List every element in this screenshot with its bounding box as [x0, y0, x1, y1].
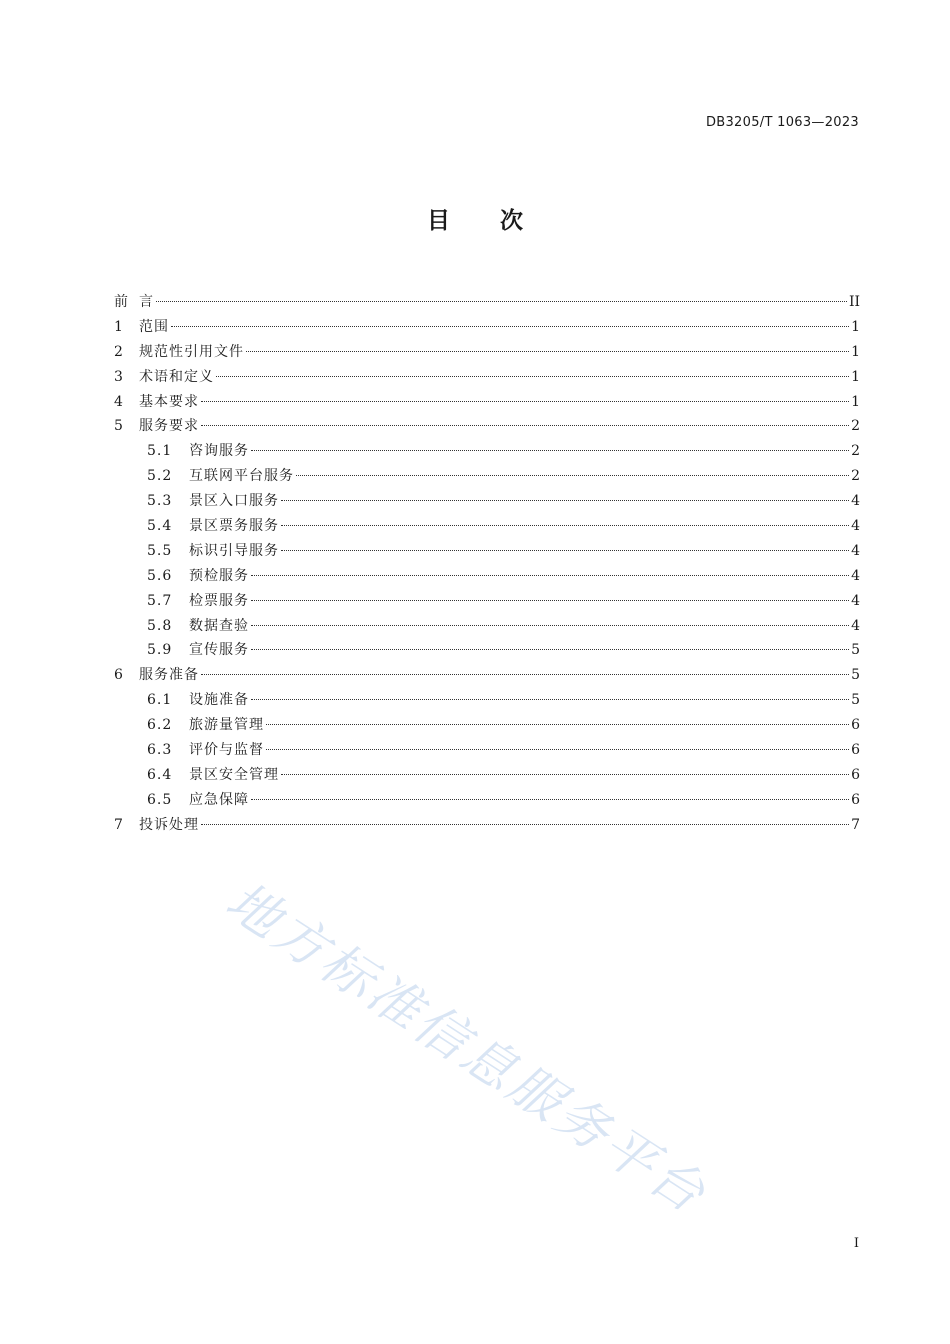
toc-dot-leader — [251, 450, 849, 451]
toc-entry-number: 5.7 — [147, 592, 173, 609]
toc-entry-label: 宣传服务 — [189, 642, 249, 659]
toc-entry-number: 6.2 — [147, 717, 173, 734]
toc-entry[interactable] — [114, 688, 860, 713]
toc-entry-page: 6 — [851, 791, 860, 808]
toc-entry-page: 6 — [851, 717, 860, 734]
toc-entry[interactable] — [114, 738, 860, 763]
toc-entry[interactable] — [114, 489, 860, 514]
toc-entry[interactable] — [114, 589, 860, 614]
toc-entry[interactable] — [114, 315, 860, 340]
toc-entry-page: 4 — [851, 617, 860, 634]
toc-entry-label: 范围 — [139, 318, 169, 335]
toc-entry-page: 4 — [851, 518, 860, 535]
toc-entry-number: 5.6 — [147, 567, 173, 584]
toc-entry[interactable] — [114, 788, 860, 813]
toc-entry-page: 4 — [851, 567, 860, 584]
toc-entry-number: 5.8 — [147, 617, 173, 634]
toc-entry[interactable] — [114, 638, 860, 663]
toc-entry-page: 4 — [851, 542, 860, 559]
toc-title-char-2: 次 — [500, 208, 523, 234]
toc-entry-number: 5.2 — [147, 468, 173, 485]
toc-entry-number: 6.5 — [147, 791, 173, 808]
toc-entry-label: 规范性引用文件 — [139, 343, 244, 360]
toc-dot-leader — [296, 475, 849, 476]
toc-entry-number: 4 — [114, 393, 123, 410]
toc-entry-number: 5.9 — [147, 642, 173, 659]
toc-entry-label: 基本要求 — [139, 393, 199, 410]
toc-entry-label: 旅游量管理 — [189, 717, 264, 734]
toc-entry-number: 6.1 — [147, 692, 173, 709]
toc-entry-number: 1 — [114, 318, 123, 335]
toc-entry[interactable] — [114, 614, 860, 639]
toc-entry[interactable] — [114, 514, 860, 539]
toc-entry[interactable] — [114, 414, 860, 439]
toc-entry-label: 服务准备 — [139, 667, 199, 684]
toc-entry-page: 1 — [851, 343, 860, 360]
toc-entry-number: 6 — [114, 667, 123, 684]
toc-entry-label: 咨询服务 — [189, 443, 249, 460]
toc-entry-page: 4 — [851, 493, 860, 510]
toc-entry-label: 评价与监督 — [189, 742, 264, 759]
toc-entry-label: 景区安全管理 — [189, 766, 279, 783]
toc-entry[interactable] — [114, 539, 860, 564]
toc-entry-number: 6.3 — [147, 742, 173, 759]
toc-entry-page: II — [848, 294, 860, 310]
toc-entry-page: 6 — [851, 766, 860, 783]
toc-entry-page: 1 — [851, 318, 860, 335]
toc-dot-leader — [246, 351, 849, 352]
toc-entry-label: 景区票务服务 — [189, 518, 279, 535]
toc-dot-leader — [251, 799, 849, 800]
toc-entry-label: 术语和定义 — [139, 368, 214, 385]
toc-entry-number: 前 — [114, 294, 128, 310]
toc-entry-number: 3 — [114, 368, 123, 385]
toc-entry[interactable] — [114, 464, 860, 489]
toc-entry-page: 5 — [851, 642, 860, 659]
toc-dot-leader — [251, 649, 849, 650]
toc-dot-leader — [201, 824, 849, 825]
toc-entry-page: 6 — [851, 742, 860, 759]
toc-entry-page: 1 — [851, 368, 860, 385]
toc-entry-page: 2 — [851, 418, 860, 435]
toc-dot-leader — [171, 326, 849, 327]
toc-dot-leader — [281, 550, 849, 551]
toc-entry-label: 言 — [139, 294, 154, 310]
toc-entry[interactable] — [114, 564, 860, 589]
toc-entry-label: 预检服务 — [189, 567, 249, 584]
toc-dot-leader — [201, 674, 849, 675]
toc-entry-label: 服务要求 — [139, 418, 199, 435]
watermark: 地方标准信息服务平台 — [215, 870, 718, 1227]
toc-entry[interactable] — [114, 663, 860, 688]
toc-dot-leader — [251, 600, 849, 601]
toc-entry-number: 5.4 — [147, 518, 173, 535]
toc-entry[interactable] — [114, 365, 860, 390]
toc-entry-label: 互联网平台服务 — [189, 468, 294, 485]
toc-entry-page: 2 — [851, 468, 860, 485]
toc-title — [0, 202, 950, 235]
toc-dot-leader — [251, 575, 849, 576]
toc-entry[interactable] — [114, 290, 860, 315]
toc-dot-leader — [281, 525, 849, 526]
page-number: I — [853, 1236, 859, 1251]
toc-dot-leader — [266, 724, 849, 725]
toc-dot-leader — [156, 301, 847, 302]
toc-entry[interactable] — [114, 763, 860, 788]
toc-entry-page: 1 — [851, 393, 860, 410]
toc-dot-leader — [216, 376, 849, 377]
toc-entry-number: 5.3 — [147, 493, 173, 510]
toc-entry-label: 数据查验 — [189, 617, 249, 634]
toc-dot-leader — [201, 401, 849, 402]
toc-dot-leader — [266, 749, 849, 750]
toc-entry[interactable] — [114, 439, 860, 464]
toc-entry-page: 2 — [851, 443, 860, 460]
document-code: DB3205/T 1063—2023 — [705, 115, 859, 130]
toc-entry-label: 投诉处理 — [139, 816, 199, 833]
toc-entry-number: 5.5 — [147, 542, 173, 559]
toc-dot-leader — [201, 425, 849, 426]
toc-entry-page: 5 — [851, 667, 860, 684]
toc-entry-label: 检票服务 — [189, 592, 249, 609]
toc-entry-number: 7 — [114, 816, 123, 833]
toc-entry[interactable] — [114, 813, 860, 838]
toc-entry-number: 6.4 — [147, 766, 173, 783]
toc-entry[interactable] — [114, 390, 860, 415]
toc-title-char-1: 目 — [427, 208, 450, 234]
toc-entry-page: 7 — [851, 816, 860, 833]
toc-dot-leader — [251, 625, 849, 626]
toc-entry-page: 4 — [851, 592, 860, 609]
toc-entry-label: 景区入口服务 — [189, 493, 279, 510]
toc-entry-label: 标识引导服务 — [189, 542, 279, 559]
toc-entry-number: 5 — [114, 418, 123, 435]
toc-entry-number: 5.1 — [147, 443, 173, 460]
table-of-contents — [114, 290, 860, 838]
toc-dot-leader — [281, 774, 849, 775]
toc-entry[interactable] — [114, 340, 860, 365]
toc-entry[interactable] — [114, 713, 860, 738]
toc-entry-label: 应急保障 — [189, 791, 249, 808]
toc-entry-number: 2 — [114, 343, 123, 360]
toc-dot-leader — [281, 500, 849, 501]
toc-entry-page: 5 — [851, 692, 860, 709]
toc-entry-label: 设施准备 — [189, 692, 249, 709]
toc-dot-leader — [251, 699, 849, 700]
